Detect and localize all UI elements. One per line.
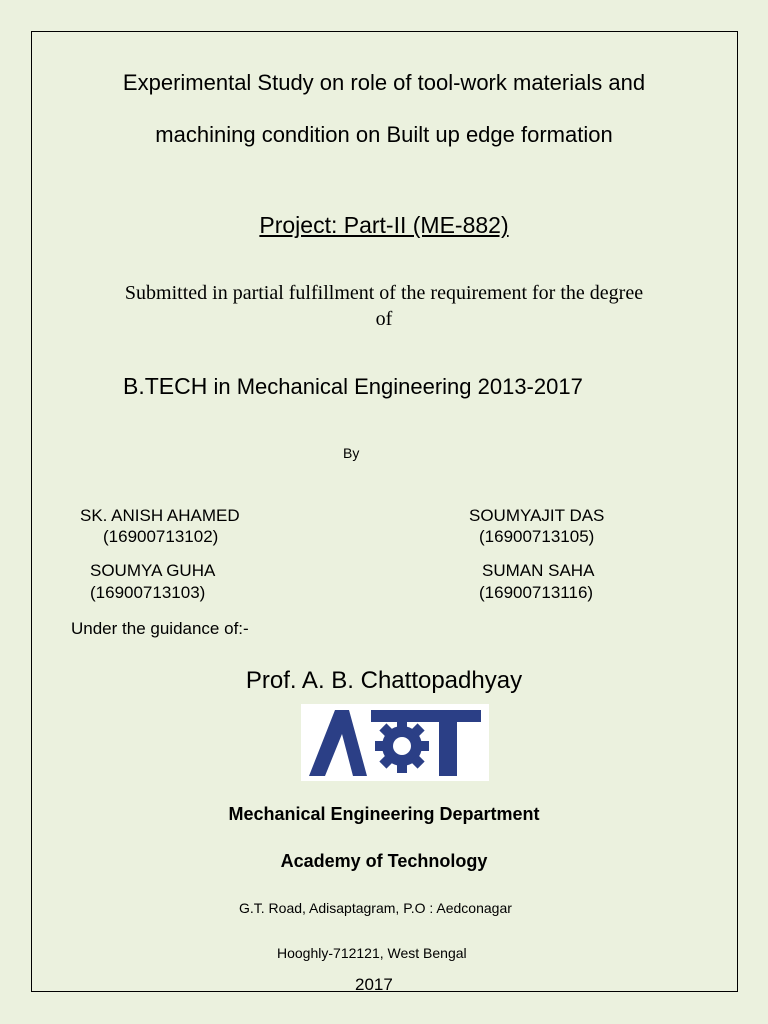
student-name: SOUMYA GUHA [90,561,216,580]
by-label: By [343,445,360,461]
degree-line [123,373,583,400]
student-name: SUMAN SAHA [482,561,595,580]
department-name: Mechanical Engineering Department [228,804,540,824]
student-name: SK. ANISH AHAMED [80,506,240,525]
aot-logo-icon [301,704,489,781]
project-heading: Project: Part-II (ME-882) [259,212,509,238]
submitted-line-2: of [375,308,393,330]
guidance-label: Under the guidance of:- [71,619,249,638]
student-roll: (16900713103) [90,583,206,602]
degree-prefix: B.TECH [123,373,208,399]
student-roll: (16900713105) [479,527,595,546]
institute-logo [301,704,489,781]
degree-rest: in Mechanical Engineering 2013-2017 [207,374,583,399]
student-roll: (16900713102) [103,527,219,546]
title-line-2: machining condition on Built up edge formation [155,122,613,147]
student-name: SOUMYAJIT DAS [469,506,605,525]
guide-name: Prof. A. B. Chattopadhyay [245,667,523,694]
year: 2017 [355,975,393,994]
submitted-line-1: Submitted in partial fulfillment of the requirement for the degree [124,282,644,304]
institute-name: Academy of Technology [280,851,488,871]
student-roll: (16900713116) [479,583,594,602]
address-line-2: Hooghly-712121, West Bengal [277,945,467,961]
title-line-1: Experimental Study on role of tool-work materials and [122,70,646,95]
address-line-1: G.T. Road, Adisaptagram, P.O : Aedconagar [239,900,512,916]
